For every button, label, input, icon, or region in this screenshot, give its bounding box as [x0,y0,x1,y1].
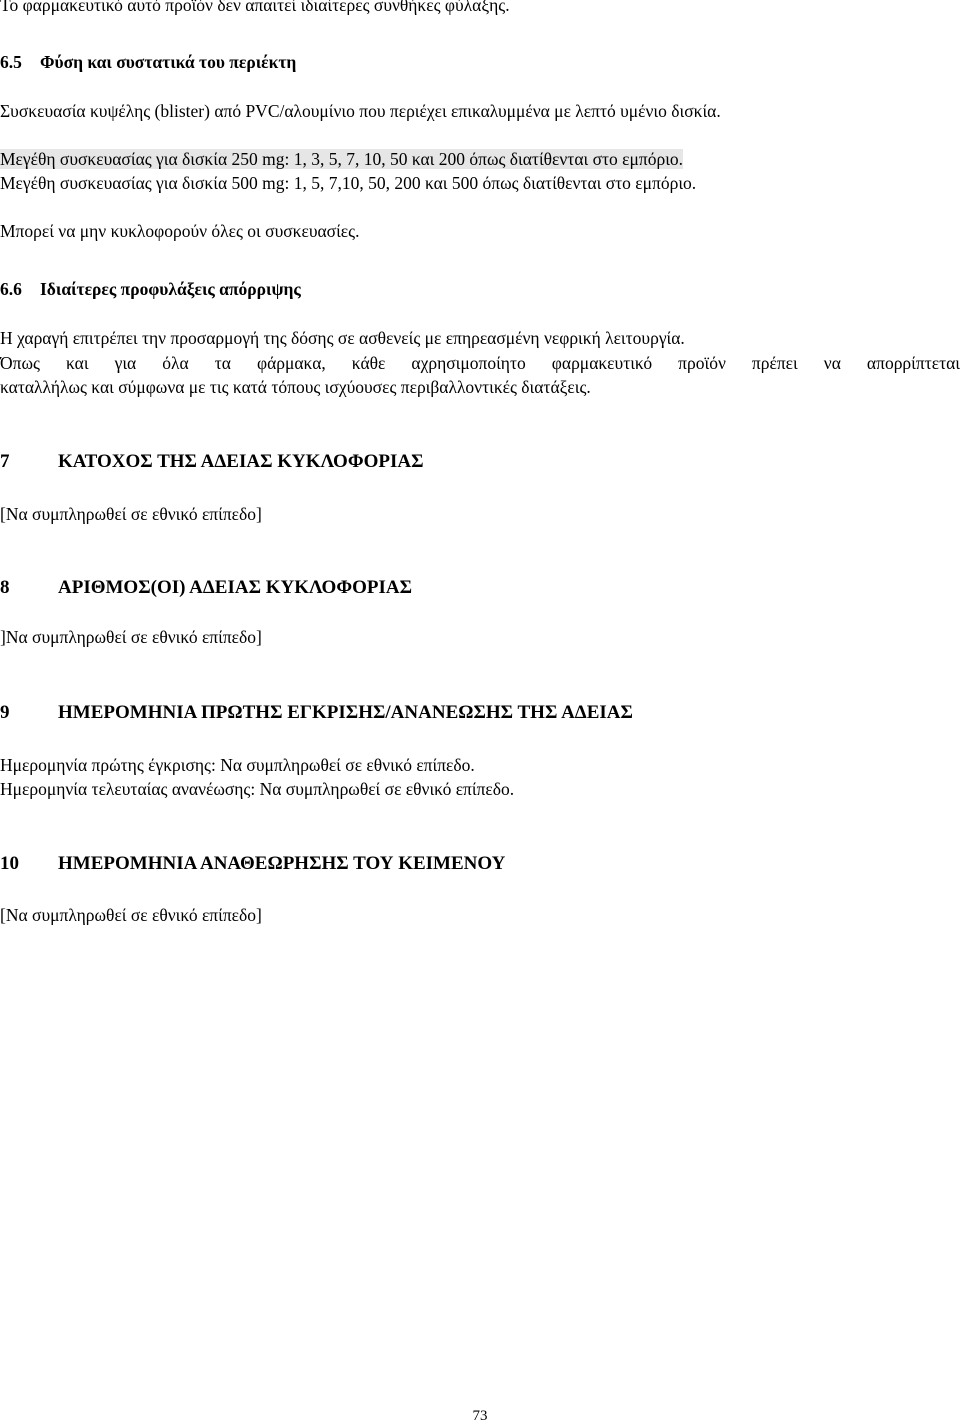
section-number: 8 [0,577,10,598]
s65-marketing-note: Μπορεί να μην κυκλοφορούν όλες οι συσκευασίες. [0,221,360,241]
section-title: Ιδιαίτερες προφυλάξεις απόρριψης [40,279,301,299]
s9-first-approval: Ημερομηνία πρώτης έγκρισης: Να συμπληρωθεί σε εθνικό επίπεδο. [0,755,475,775]
s65-container-text: Συσκευασία κυψέλης (blister) από PVC/αλουμίνιο που περιέχει επικαλυμμένα με λεπτό υμένιο δισκία. [0,101,721,121]
s8-body: ]Να συμπληρωθεί σε εθνικό επίπεδο] [0,627,262,647]
section-6-5-heading [0,51,296,73]
page-number: 73 [472,1408,488,1424]
section-7-heading [0,451,424,473]
s65-pack-sizes-500mg: Μεγέθη συσκευασίας για δισκία 500 mg: 1, 5, 7,10, 50, 200 και 500 όπως διατίθενται στο εμπόριο. [0,173,697,193]
section-number: 6.5 [0,52,22,72]
s65-pack-sizes-250mg [0,148,683,170]
section-9-heading [0,702,633,724]
s7-body: [Να συμπληρωθεί σε εθνικό επίπεδο] [0,504,262,524]
section-title: ΑΡΙΘΜΟΣ(ΟΙ) ΑΔΕΙΑΣ ΚΥΚΛΟΦΟΡΙΑΣ [58,577,413,598]
s66-scoreline-text: Η χαραγή επιτρέπει την προσαρμογή της δόσης σε ασθενείς με επηρεασμένη νεφρική λειτουργία. [0,328,685,348]
s10-body: [Να συμπληρωθεί σε εθνικό επίπεδο] [0,905,262,925]
section-number: 9 [0,702,10,723]
section-number: 7 [0,451,10,472]
section-title: ΗΜΕΡΟΜΗΝΙΑ ΠΡΩΤΗΣ ΕΓΚΡΙΣΗΣ/ΑΝΑΝΕΩΣΗΣ ΤΗΣ ΑΔΕΙΑΣ [58,702,633,723]
s66-disposal-line-2: καταλλήλως και σύμφωνα με τις κατά τόπους ισχύουσες περιβαλλοντικές διατάξεις. [0,377,591,397]
s66-disposal-line-1: Όπως και για όλα τα φάρμακα, κάθε αχρησιμοποίητο φαρμακευτικό προϊόν πρέπει να απορρίπτεται [0,353,960,373]
section-number: 10 [0,853,19,874]
s9-last-renewal: Ημερομηνία τελευταίας ανανέωσης: Να συμπληρωθεί σε εθνικό επίπεδο. [0,779,515,799]
section-8-heading [0,577,412,599]
section-10-heading [0,853,505,875]
highlighted-text: Μεγέθη συσκευασίας για δισκία 250 mg: 1, 3, 5, 7, 10, 50 και 200 όπως διατίθενται στο εμπόριο. [0,149,684,169]
storage-note: Το φαρμακευτικό αυτό προϊόν δεν απαιτεί ιδιαίτερες συνθήκες φύλαξης. [0,0,510,15]
section-title: ΗΜΕΡΟΜΗΝΙΑ ΑΝΑΘΕΩΡΗΣΗΣ ΤΟΥ ΚΕΙΜΕΝΟΥ [58,853,506,874]
section-number: 6.6 [0,279,22,299]
section-title: ΚΑΤΟΧΟΣ ΤΗΣ ΑΔΕΙΑΣ ΚΥΚΛΟΦΟΡΙΑΣ [58,451,424,472]
section-title: Φύση και συστατικά του περιέκτη [40,52,297,72]
section-6-6-heading [0,278,301,300]
